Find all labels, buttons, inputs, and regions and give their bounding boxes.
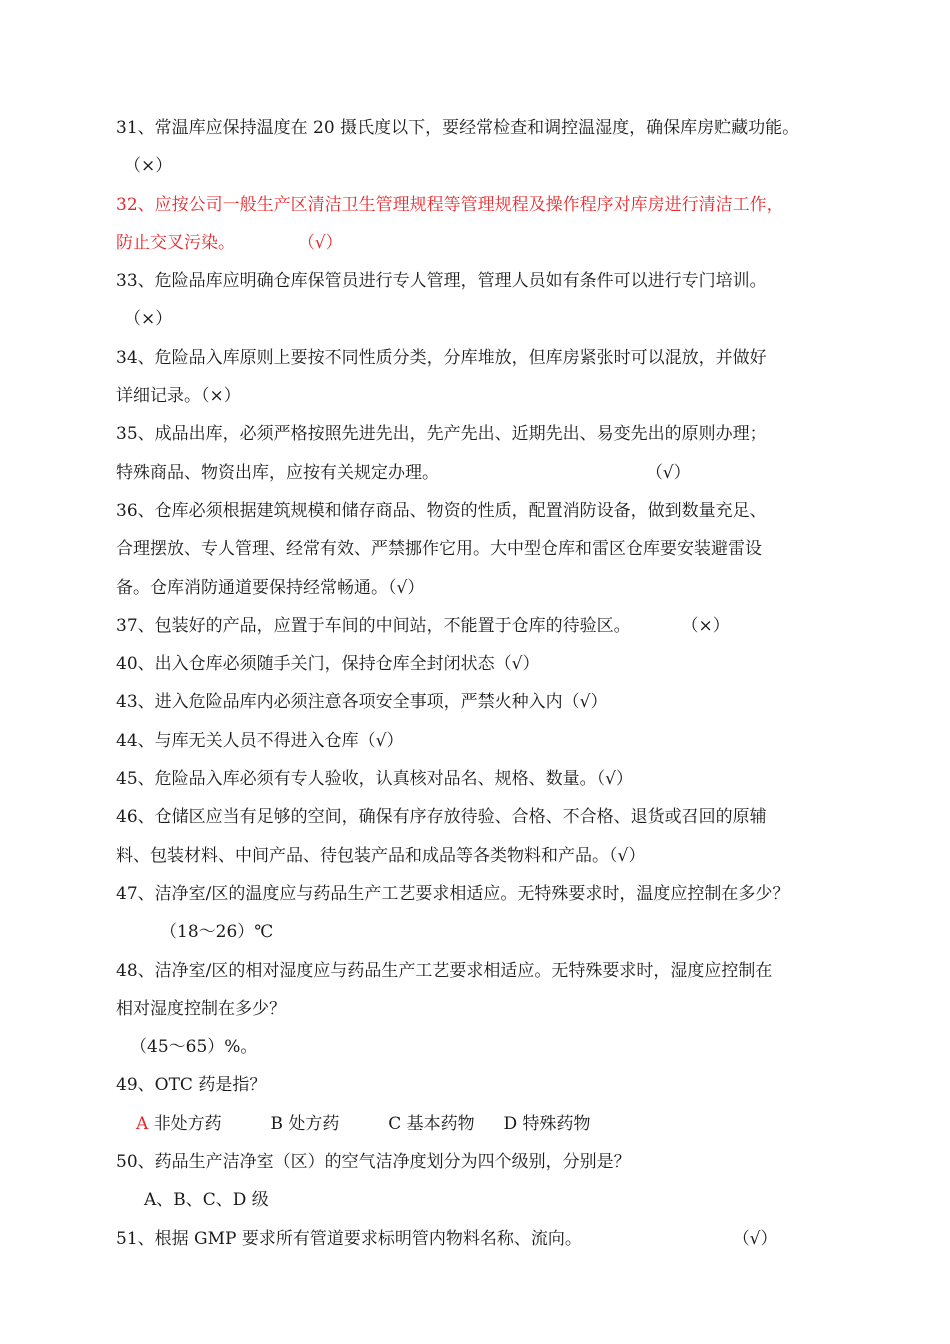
q48-line-3	[116, 1028, 851, 1066]
q43-line	[116, 683, 851, 721]
q34-text: 34、危险品入库原则上要按不同性质分类，分库堆放，但库房紧张时可以混放，并做好	[116, 347, 767, 368]
q37-line	[116, 607, 851, 645]
q49-option-b: B 处方药	[270, 1113, 340, 1134]
q46-line-1	[116, 798, 851, 836]
q47-line-2	[116, 913, 851, 951]
q31-answer: （×）	[124, 156, 173, 177]
q48-line-2	[116, 990, 851, 1028]
q47-answer: （18～26）℃	[160, 922, 274, 943]
q35-answer: （√）	[645, 462, 691, 483]
q32-line-1	[116, 186, 851, 224]
q37-answer: （×）	[681, 615, 730, 636]
q36-line-1	[116, 492, 851, 530]
q35-line-2	[116, 454, 851, 492]
q48-line-1	[116, 952, 851, 990]
q48-text: 48、洁净室/区的相对湿度应与药品生产工艺要求相适应。无特殊要求时，湿度应控制在	[116, 960, 773, 981]
q44-line	[116, 722, 851, 760]
q36-text-end: 备。仓库消防通道要保持经常畅通。（√）	[116, 577, 425, 598]
q40-line	[116, 645, 851, 683]
q51-line	[116, 1220, 851, 1258]
q49-option-a-text: 非处方药	[153, 1113, 222, 1134]
q36-line-2	[116, 530, 851, 568]
q50-answer-line	[116, 1181, 851, 1219]
q46-text: 46、仓储区应当有足够的空间，确保有序存放待验、合格、不合格、退货或召回的原辅	[116, 807, 767, 828]
q32-text: 32、应按公司一般生产区清洁卫生管理规程等管理规程及操作程序对库房进行清洁工作，	[116, 194, 784, 215]
q36-text-cont: 合理摆放、专人管理、经常有效、严禁挪作它用。大中型仓库和雷区仓库要安装避雷设	[116, 539, 762, 560]
q51-answer: （√）	[732, 1228, 778, 1249]
q48-text-cont: 相对湿度控制在多少？	[116, 998, 286, 1019]
q45-text: 45、危险品入库必须有专人验收，认真核对品名、规格、数量。（√）	[116, 769, 633, 790]
q49-option-c: C 基本药物	[388, 1113, 475, 1134]
q32-answer: （√）	[297, 232, 343, 253]
q46-text-cont: 料、包装材料、中间产品、待包装产品和成品等各类物料和产品。（√）	[116, 845, 646, 866]
q50-answer: A、B、C、D 级	[144, 1190, 269, 1211]
q49-options	[116, 1105, 851, 1143]
q40-text: 40、出入仓库必须随手关门，保持仓库全封闭状态（√）	[116, 654, 540, 675]
q49-option-d: D 特殊药物	[503, 1113, 591, 1134]
q49-line	[116, 1066, 851, 1104]
q47-text: 47、洁净室/区的温度应与药品生产工艺要求相适应。无特殊要求时，温度应控制在多少？	[116, 883, 790, 904]
q50-line	[116, 1143, 851, 1181]
q34-text-cont: 详细记录。（×）	[116, 386, 241, 407]
q32-text-cont: 防止交叉污染。	[116, 232, 235, 253]
q49-option-a-letter: A	[136, 1113, 149, 1134]
q50-text: 50、药品生产洁净室（区）的空气洁净度划分为四个级别，分别是？	[116, 1152, 631, 1173]
document-body	[116, 109, 851, 1258]
q45-line	[116, 760, 851, 798]
q31-text: 31、常温库应保持温度在 20 摄氏度以下，要经常检查和调控温湿度，确保库房贮藏功能。	[116, 118, 800, 138]
q33-line-1	[116, 262, 851, 300]
q31-line-2	[116, 147, 851, 185]
q49-text: 49、OTC 药是指？	[116, 1075, 267, 1096]
q47-line-1	[116, 875, 851, 913]
q37-text: 37、包装好的产品，应置于车间的中间站，不能置于仓库的待验区。	[116, 615, 631, 636]
q51-text: 51、根据 GMP 要求所有管道要求标明管内物料名称、流向。	[116, 1228, 582, 1249]
q36-line-3	[116, 569, 851, 607]
q33-text: 33、危险品库应明确仓库保管员进行专人管理，管理人员如有条件可以进行专门培训。	[116, 271, 767, 292]
q43-text: 43、进入危险品库内必须注意各项安全事项，严禁火种入内（√）	[116, 692, 608, 713]
q35-text: 35、成品出库，必须严格按照先进先出，先产先出、近期先出、易变先出的原则办理；	[116, 424, 767, 445]
q46-line-2	[116, 837, 851, 875]
q34-line-2	[116, 377, 851, 415]
q33-answer: （×）	[124, 309, 173, 330]
q32-line-2	[116, 224, 851, 262]
q33-line-2	[116, 300, 851, 338]
q31-line-1	[116, 109, 851, 147]
q35-text-cont: 特殊商品、物资出库，应按有关规定办理。	[116, 462, 439, 483]
q35-line-1	[116, 415, 851, 453]
q48-answer: （45～65）%。	[130, 1037, 258, 1058]
q34-line-1	[116, 339, 851, 377]
q44-text: 44、与库无关人员不得进入仓库（√）	[116, 730, 404, 751]
q36-text: 36、仓库必须根据建筑规模和储存商品、物资的性质，配置消防设备，做到数量充足、	[116, 500, 767, 521]
